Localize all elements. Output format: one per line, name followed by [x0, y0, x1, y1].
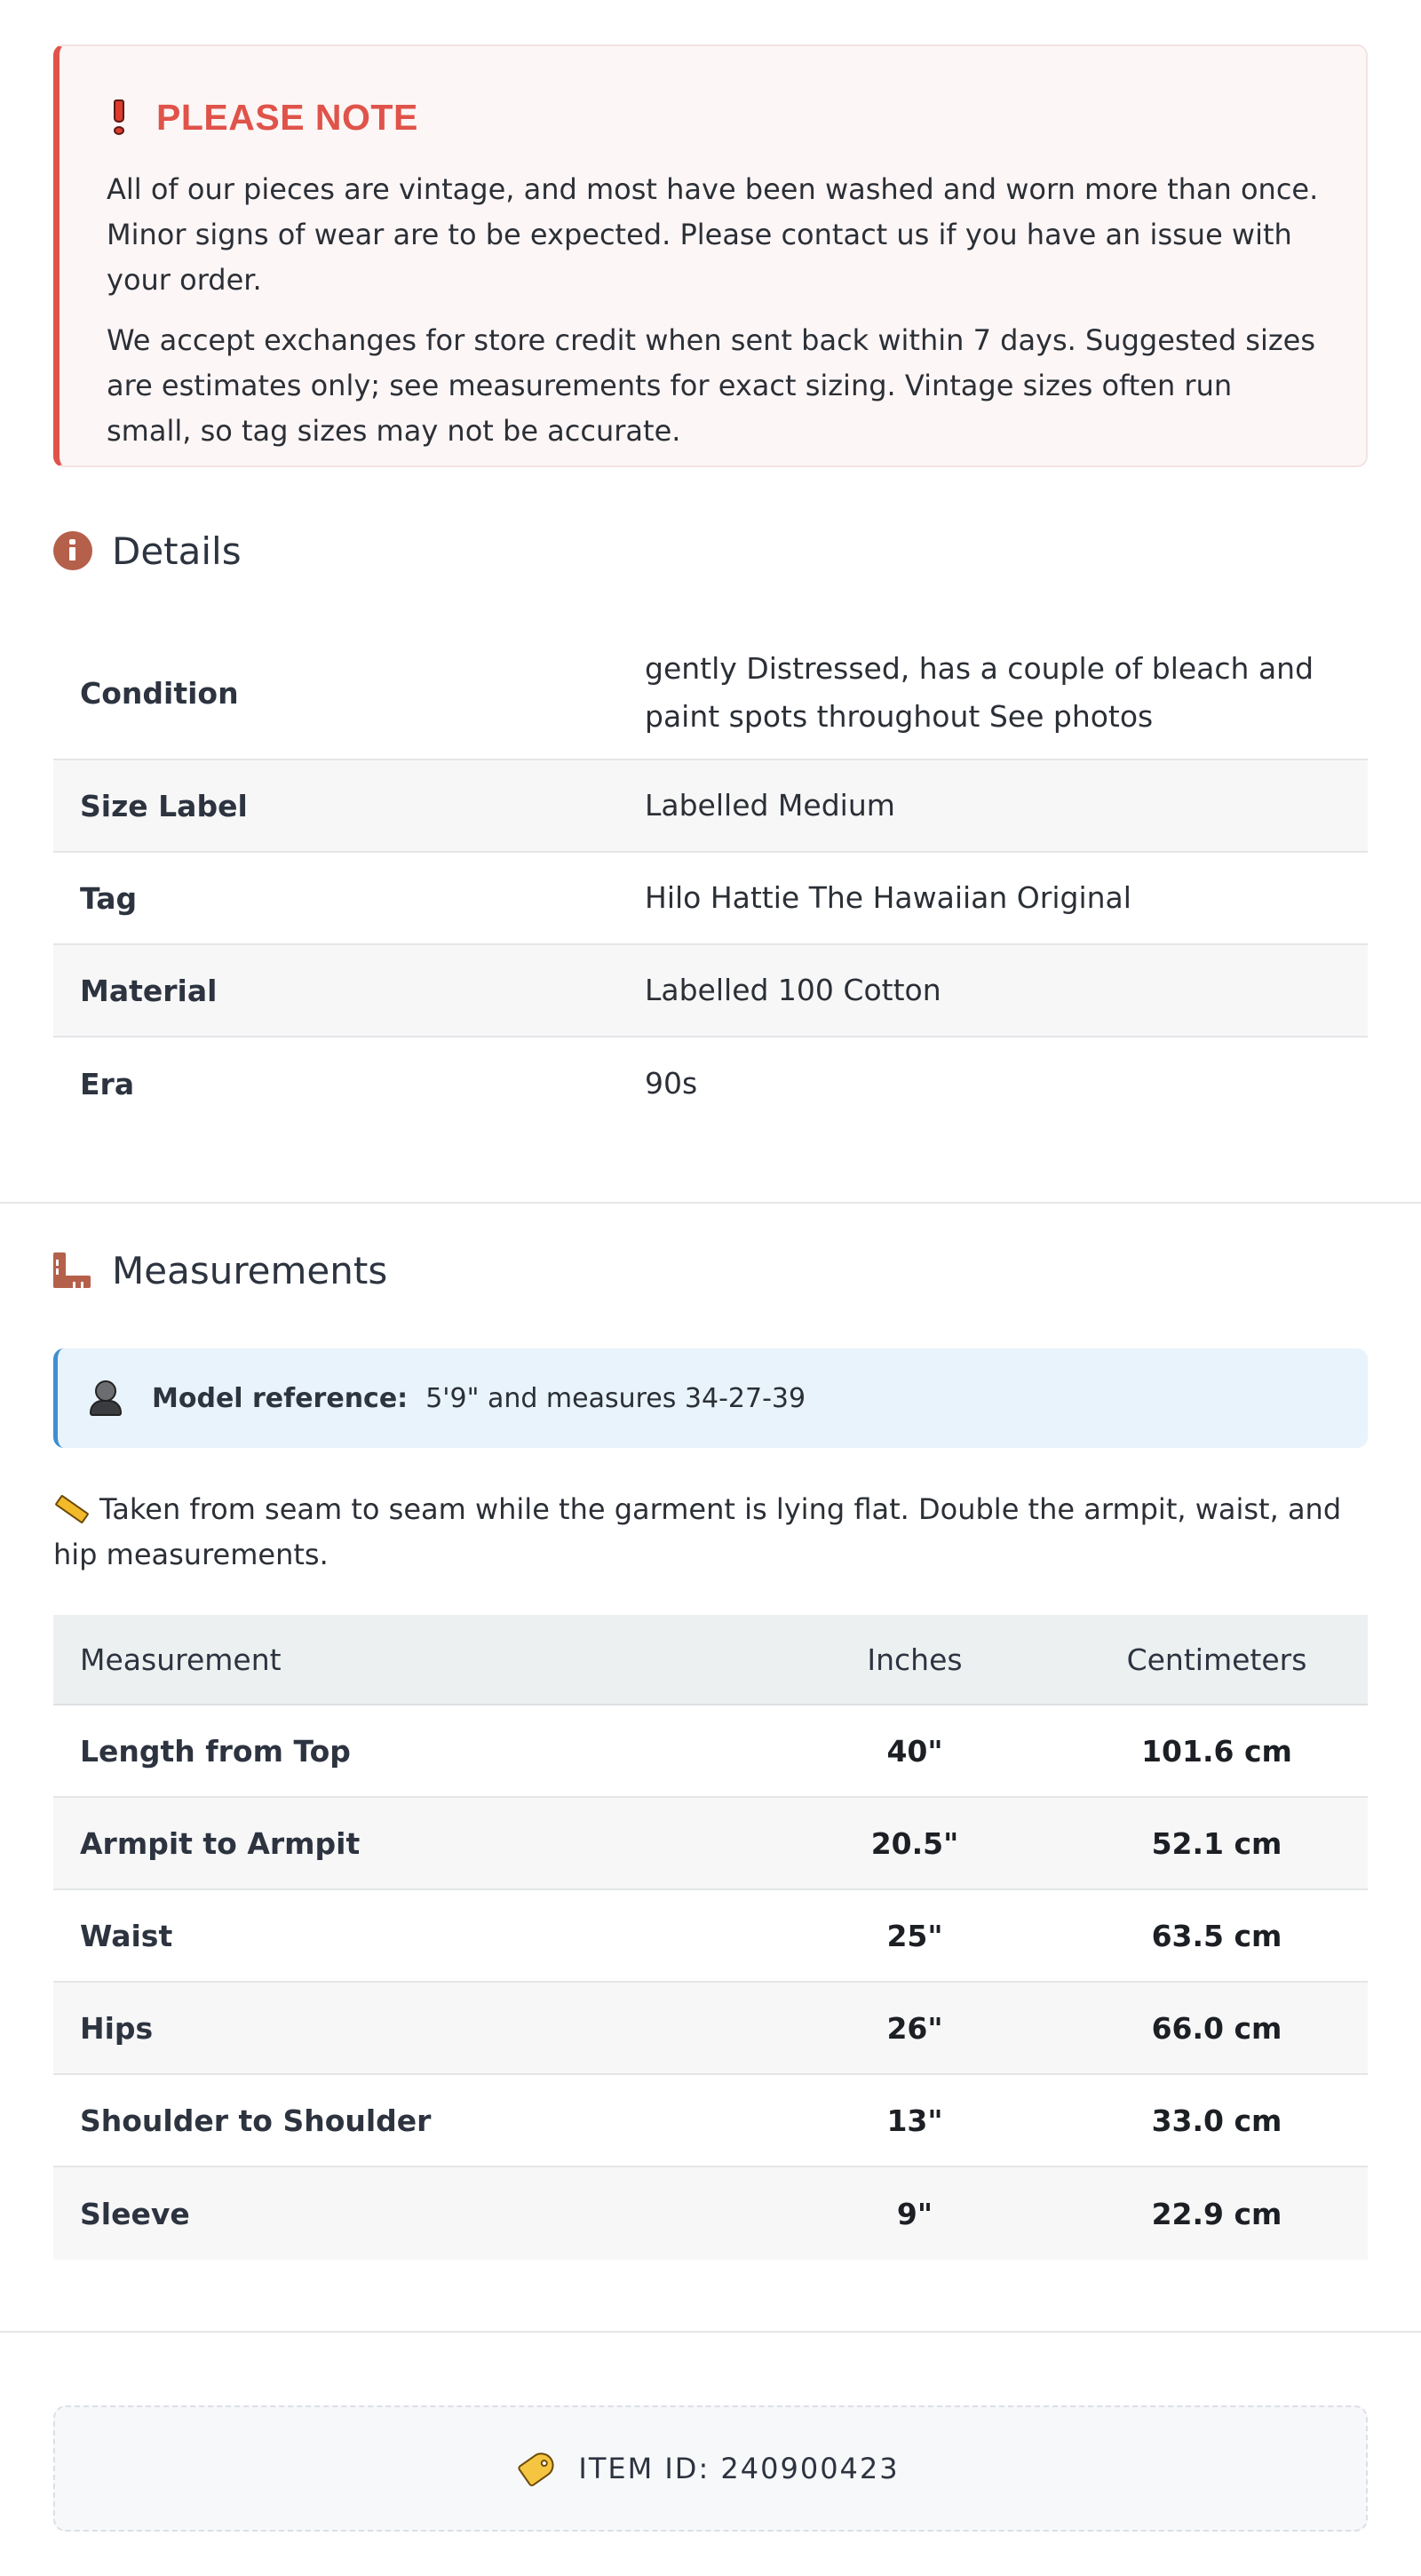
details-label: Tag	[80, 880, 138, 916]
person-icon	[90, 1380, 122, 1416]
model-reference-label: Model reference:	[152, 1382, 409, 1414]
table-row	[53, 1798, 1368, 1890]
column-header-centimeters: Centimeters	[1126, 1642, 1307, 1677]
pencil-icon	[54, 1494, 89, 1523]
measurements-title: Measurements	[112, 1248, 388, 1292]
details-row	[53, 945, 1368, 1038]
details-label: Size Label	[80, 788, 248, 823]
model-reference-value: 5'9" and measures 34-27-39	[425, 1382, 806, 1414]
item-id-text: ITEM ID: 240900423	[578, 2452, 900, 2485]
measuring-instructions-text: Taken from seam to seam while the garment is lying flat. Double the armpit, waist, and hip measurements.	[53, 1492, 1342, 1571]
table-row	[53, 1890, 1368, 1983]
notice-box	[53, 44, 1368, 467]
details-title: Details	[112, 529, 242, 573]
measurements-table	[53, 1615, 1368, 2260]
measuring-instructions	[53, 1487, 1368, 1578]
measurement-name: Length from Top	[80, 1733, 351, 1769]
table-row	[53, 1705, 1368, 1798]
measurement-inches: 20.5"	[870, 1825, 959, 1861]
table-row	[53, 1983, 1368, 2075]
notice-paragraph-2: We accept exchanges for store credit when sent back within 7 days. Suggested sizes are estimates only; see measurements for exact sizing. Vintage sizes often run small, so tag sizes may not be accurate.	[107, 323, 1316, 448]
tag-icon	[517, 2448, 560, 2489]
notice-paragraph-1: All of our pieces are vintage, and most have been washed and worn more than once. Minor signs of wear are to be expected. Please contact us if you have an issue with your order.	[107, 172, 1319, 297]
notice-title	[107, 96, 1320, 139]
measurement-inches: 9"	[896, 2196, 933, 2231]
details-label: Era	[80, 1066, 135, 1101]
table-row	[53, 2075, 1368, 2167]
measurement-name: Sleeve	[80, 2196, 190, 2231]
details-row	[53, 760, 1368, 853]
details-table	[53, 627, 1368, 1130]
measurement-inches: 40"	[886, 1733, 943, 1769]
details-label: Material	[80, 973, 218, 1008]
details-value: Labelled 100 Cotton	[645, 973, 941, 1007]
measurement-name: Hips	[80, 2010, 154, 2046]
measurement-inches: 25"	[886, 1918, 943, 1953]
measurements-header	[53, 1244, 1368, 1297]
measurement-cm: 66.0 cm	[1151, 2010, 1282, 2046]
info-icon	[53, 531, 92, 570]
model-reference	[53, 1348, 1368, 1448]
details-row	[53, 853, 1368, 945]
details-row	[53, 627, 1368, 760]
measurement-inches: 26"	[886, 2010, 943, 2046]
column-header-inches: Inches	[867, 1642, 963, 1677]
measurement-cm: 22.9 cm	[1151, 2196, 1282, 2231]
measurement-cm: 33.0 cm	[1151, 2103, 1282, 2138]
measurement-name: Armpit to Armpit	[80, 1825, 361, 1861]
measurement-cm: 101.6 cm	[1141, 1733, 1292, 1769]
measurement-inches: 13"	[886, 2103, 943, 2138]
ruler-icon	[53, 1251, 92, 1290]
measurement-cm: 52.1 cm	[1151, 1825, 1282, 1861]
notice-title-text: PLEASE NOTE	[156, 96, 418, 138]
column-header-measurement: Measurement	[80, 1642, 282, 1677]
item-id-box	[53, 2405, 1368, 2532]
product-info	[53, 44, 1368, 2260]
details-value: gently Distressed, has a couple of bleach and paint spots throughout See photos	[645, 651, 1314, 734]
measurement-cm: 63.5 cm	[1151, 1918, 1282, 1953]
measurement-name: Waist	[80, 1918, 173, 1953]
section-divider	[0, 2331, 1421, 2333]
details-label: Condition	[80, 675, 239, 711]
details-row	[53, 1038, 1368, 1130]
exclamation-icon	[112, 99, 126, 135]
measurements-table-header	[53, 1615, 1368, 1705]
details-header	[53, 524, 1368, 577]
measurement-name: Shoulder to Shoulder	[80, 2103, 432, 2138]
table-row	[53, 2167, 1368, 2260]
details-value: Labelled Medium	[645, 788, 895, 823]
details-value: 90s	[645, 1066, 698, 1101]
details-value: Hilo Hattie The Hawaiian Original	[645, 880, 1131, 915]
section-divider	[0, 1202, 1421, 1204]
